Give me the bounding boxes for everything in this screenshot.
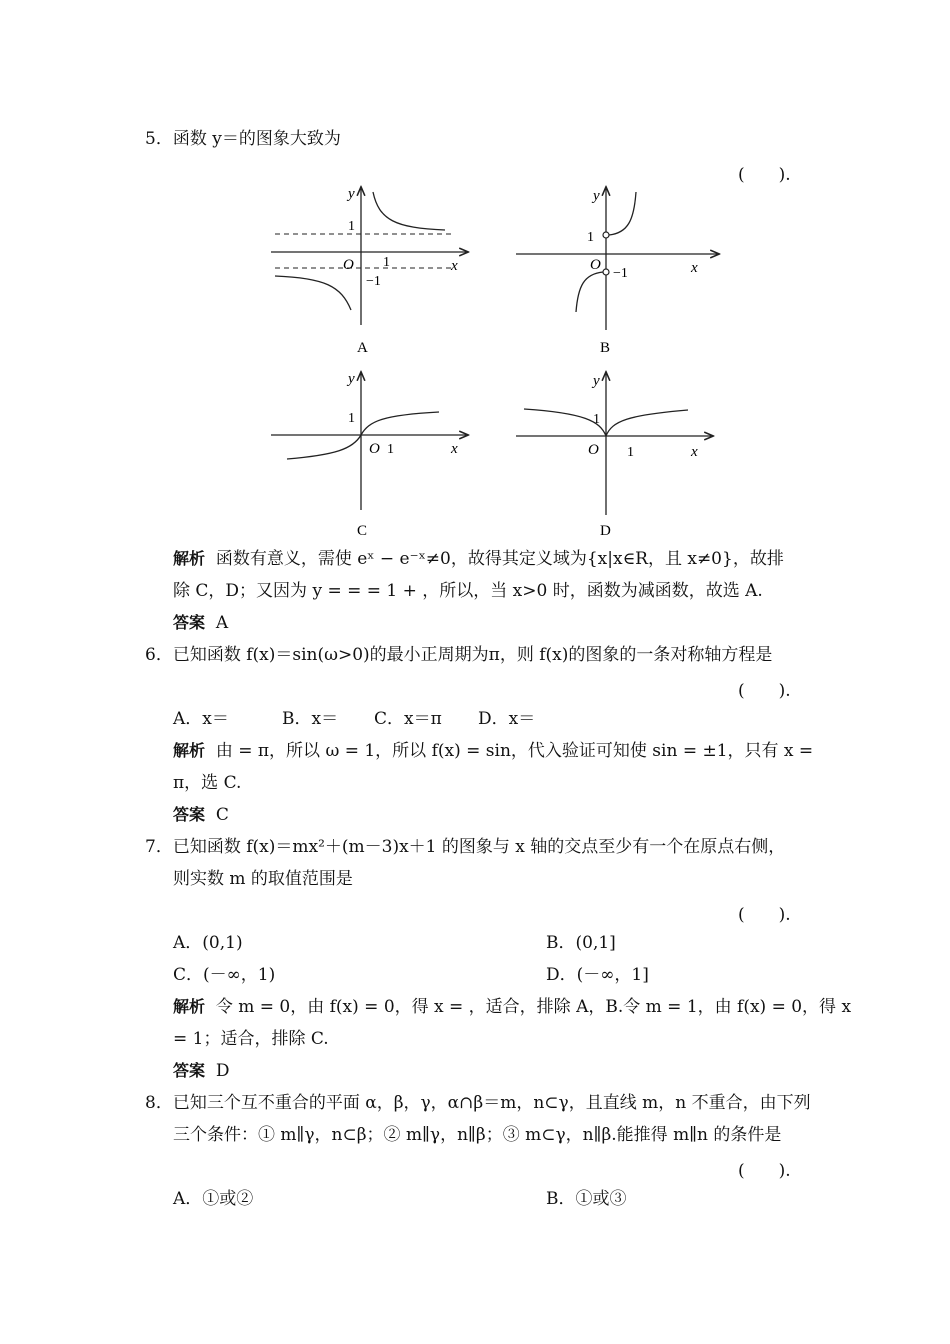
q8-option-a: A．①或② bbox=[173, 1189, 254, 1209]
q5-analysis-1: 函数有意义，需使 eˣ − e⁻ˣ≠0，故得其定义域为{x|x∈R，且 x≠0}，故排 bbox=[215, 549, 784, 569]
q7-stem-1: 7．已知函数 f(x)＝mx²＋(m－3)x＋1 的图象与 x 轴的交点至少有一个在原点右侧， bbox=[145, 837, 786, 857]
q6-analysis-1: 由 = π，所以 ω = 1，所以 f(x) = sin，代入验证可知使 sin = ±1，只有 x = bbox=[215, 741, 814, 761]
origin-label: O bbox=[590, 257, 601, 273]
curve-left bbox=[275, 276, 351, 310]
q7-option-c: C．(－∞，1) bbox=[173, 965, 276, 985]
graph-d bbox=[510, 365, 725, 545]
q6-option-c: C．x＝π bbox=[374, 709, 442, 729]
origin-label: O bbox=[588, 442, 599, 458]
q8-stem-1: 8．已知三个互不重合的平面 α，β，γ，α∩β＝m，n⊂γ，且直线 m，n 不重合，由下列 bbox=[145, 1093, 811, 1113]
tick-1: 1 bbox=[593, 412, 600, 427]
tick-1: 1 bbox=[348, 219, 355, 234]
x-label: x bbox=[451, 441, 458, 457]
curve-right bbox=[373, 192, 445, 230]
label-b: B bbox=[600, 340, 611, 356]
q7-answer-paren: ( ). bbox=[738, 905, 791, 925]
q5-answer-paren: ( ). bbox=[738, 165, 791, 185]
tick-x-1: 1 bbox=[383, 255, 390, 270]
tick-1: 1 bbox=[587, 230, 594, 245]
tick-minus-1: −1 bbox=[613, 266, 628, 281]
q7-analysis-1: 令 m = 0，由 f(x) = 0，得 x = ，适合，排除 A，B.令 m = 1，由 f(x) = 0，得 x bbox=[215, 997, 852, 1017]
q6-option-d: D．x＝ bbox=[478, 709, 536, 729]
x-label: x bbox=[451, 258, 458, 274]
graph-a bbox=[265, 180, 475, 360]
curve-right bbox=[609, 192, 636, 235]
q8-answer-paren: ( ). bbox=[738, 1161, 791, 1181]
y-label: y bbox=[593, 188, 600, 204]
q6-answer: C bbox=[215, 805, 229, 825]
origin-label: O bbox=[369, 441, 380, 457]
q8-option-b: B．①或③ bbox=[546, 1189, 627, 1209]
tick-minus-1: −1 bbox=[366, 274, 381, 289]
answer-label: 答案 bbox=[173, 1061, 206, 1080]
q5-stem: 5．函数 y＝的图象大致为 bbox=[145, 129, 341, 149]
tick-x-1: 1 bbox=[387, 442, 394, 457]
tick-x-1: 1 bbox=[627, 445, 634, 460]
analysis-label: 解析 bbox=[173, 997, 206, 1016]
q6-option-b: B．x＝ bbox=[282, 709, 339, 729]
label-d: D bbox=[600, 523, 611, 539]
tick-1: 1 bbox=[348, 411, 355, 426]
label-a: A bbox=[357, 340, 368, 356]
q7-analysis-2: = 1；适合，排除 C. bbox=[173, 1029, 329, 1049]
q6-analysis-2: π，选 C. bbox=[173, 773, 242, 793]
x-label: x bbox=[691, 260, 698, 276]
graph-b bbox=[510, 180, 725, 360]
analysis-label: 解析 bbox=[173, 741, 206, 760]
y-label: y bbox=[348, 371, 355, 387]
open-point-minus1 bbox=[603, 269, 609, 275]
q6-stem: 6．已知函数 f(x)＝sin(ω>0)的最小正周期为π，则 f(x)的图象的一条对称轴方程是 bbox=[145, 645, 773, 665]
q5-answer: A bbox=[215, 613, 229, 633]
y-label: y bbox=[348, 186, 355, 202]
curve-right bbox=[606, 410, 688, 436]
x-label: x bbox=[691, 444, 698, 460]
q7-stem-2: 则实数 m 的取值范围是 bbox=[173, 869, 353, 889]
q5-analysis-2: 除 C，D；又因为 y = = = 1 + ，所以，当 x>0 时，函数为减函数，故选 A. bbox=[173, 581, 763, 601]
q7-option-a: A．(0,1) bbox=[173, 933, 243, 953]
open-point-1 bbox=[603, 232, 609, 238]
q6-answer-paren: ( ). bbox=[738, 681, 791, 701]
q7-answer: D bbox=[215, 1061, 230, 1081]
answer-label: 答案 bbox=[173, 805, 206, 824]
curve-left bbox=[576, 272, 603, 312]
q6-option-a: A．x＝ bbox=[173, 709, 229, 729]
analysis-label: 解析 bbox=[173, 549, 206, 568]
graph-c bbox=[265, 365, 475, 545]
label-c: C bbox=[357, 523, 368, 539]
q8-stem-2: 三个条件：① m∥γ，n⊂β；② m∥γ，n∥β；③ m⊂γ，n∥β.能推得 m∥n 的条件是 bbox=[173, 1125, 782, 1145]
origin-label: O bbox=[343, 257, 354, 273]
y-label: y bbox=[593, 373, 600, 389]
q7-option-d: D．(－∞，1] bbox=[546, 965, 649, 985]
q7-option-b: B．(0,1] bbox=[546, 933, 616, 953]
answer-label: 答案 bbox=[173, 613, 206, 632]
